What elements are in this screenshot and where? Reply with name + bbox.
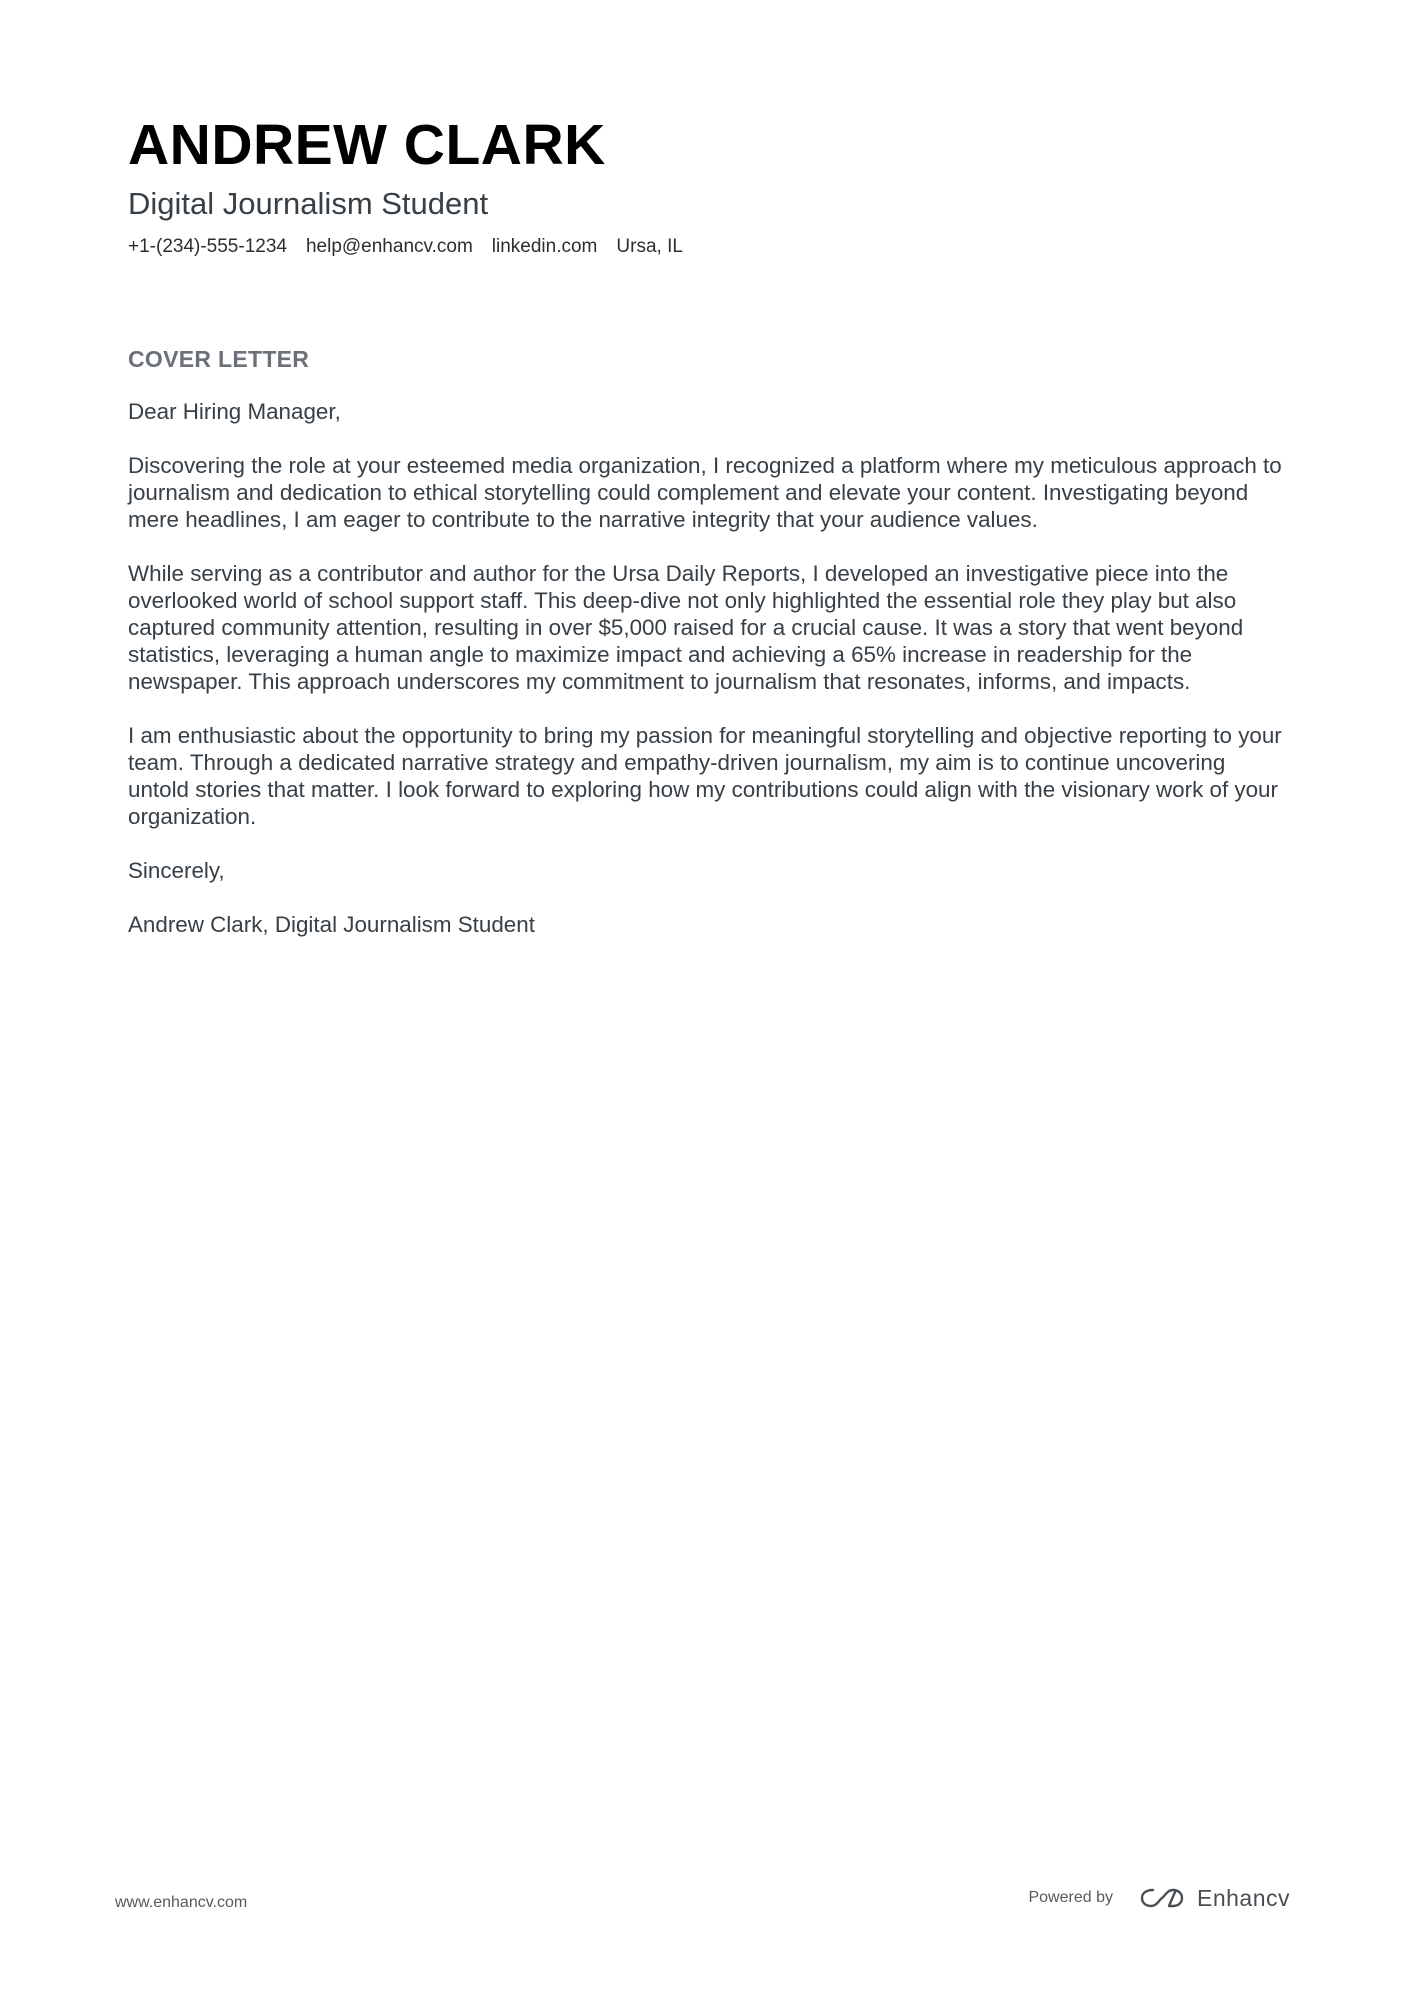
contact-location: Ursa, IL [616,236,683,257]
contact-email: help@enhancv.com [305,236,473,257]
section-title: COVER LETTER [128,346,310,372]
contact-linkedin: linkedin.com [491,236,598,257]
salutation: Dear Hiring Manager, [128,399,341,424]
enhancv-logo-icon [1139,1886,1185,1910]
footer-website: www.enhancv.com [115,1894,248,1911]
signature: Andrew Clark, Digital Journalism Student [128,912,535,937]
enhancv-brand-name: Enhancv [1196,1885,1290,1911]
candidate-role: Digital Journalism Student [128,186,489,221]
candidate-name: ANDREW CLARK [128,113,606,177]
letter-paragraph: I am enthusiastic about the opportunity to bring my passion for meaningful storytelling and objective reporting to your team. Through a dedicated narrative strategy and empathy-driven journalism, my aim is to continue uncovering untold stories that matter. I look forward to exploring how my contributions could align with the visionary work of your organization. [128,723,1282,829]
letter-body [128,398,1288,965]
letter-paragraph: While serving as a contributor and author for the Ursa Daily Reports, I developed an investigative piece into the overlooked world of school support staff. This deep-dive not only highlighted the essential role they play but also captured community attention, resulting in over $5,000 raised for a crucial cause. It was a story that went beyond statistics, leveraging a human angle to maximize impact and achieving a 65% increase in readership for the newspaper. This approach underscores my commitment to journalism that resonates, informs, and impacts. [128,561,1244,694]
footer-branding [1028,1884,1290,1912]
contact-info [128,234,683,260]
powered-by-label: Powered by [1028,1889,1113,1906]
contact-phone: +1-(234)-555-1234 [128,236,287,257]
letter-paragraph: Discovering the role at your esteemed media organization, I recognized a platform where my meticulous approach to journalism and dedication to ethical storytelling could complement and elevate your content. Investigating beyond mere headlines, I am eager to contribute to the narrative integrity that your audience values. [128,453,1282,532]
closing: Sincerely, [128,858,225,883]
